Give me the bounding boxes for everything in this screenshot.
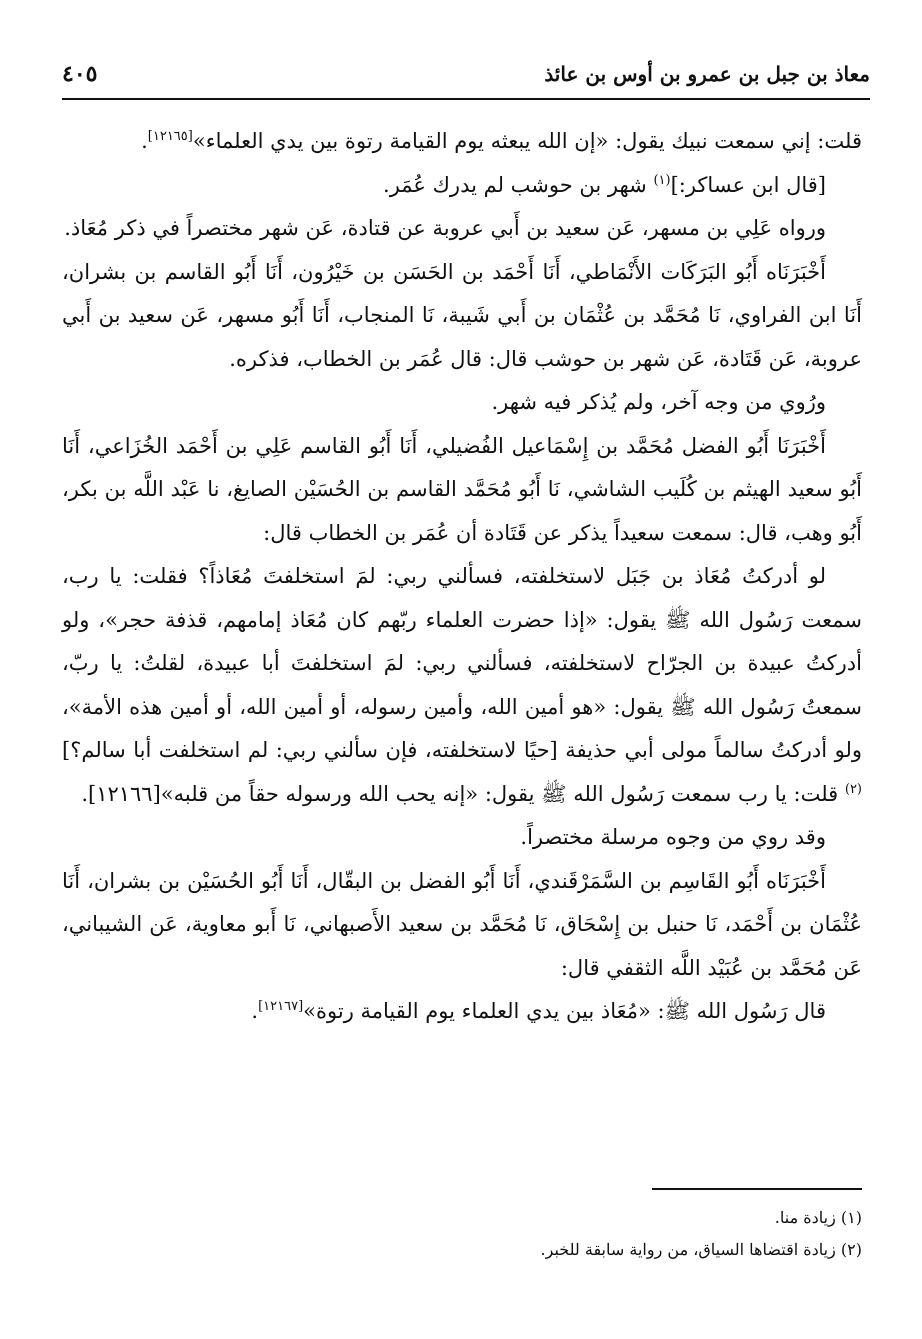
paragraph-9: أَخْبَرَنَاه أَبُو القَاسِم بن السَّمَرْقَندي، أَنَا أَبُو الفضل بن البقّال، أَنَا أَبُو الحُسَيْن بن بشران، أَنَا عُثْمَان بن أَحْمَد، نَا حنبل بن إِسْحَاق، نَا مُحَمَّد بن سعيد الأَصبهاني، نَا أَبو معاوية، عَن الشيباني، عَن مُحَمَّد بن عُبَيْد اللَّه الثقفي قال: bbox=[62, 868, 862, 980]
paragraph-4: أَخْبَرَنَاه أَبُو البَرَكَات الأَنْمَاطي، أَنَا أَحْمَد بن الحَسَن بن خَيْرُون، أَنَا أَبُو القاسم بن بشران، أَنَا ابن الفراوي، نَا مُحَمَّد بن عُثْمَان بن أَبي شَيبة، نَا المنجاب، أَنَا أَبُو مسهر، عَن سعيد بن أَبي عروبة، عَن قَتَادة، عَن شهر بن حوشب قال: قال عُمَر بن الخطاب، فذكره. bbox=[62, 259, 862, 371]
footnote-text: زيادة منا. bbox=[774, 1208, 836, 1227]
paragraph-2: [قال ابن عساكر:]$^{(١)}$ شهر بن حوشب لم يدرك عُمَر. bbox=[383, 172, 826, 197]
paragraph-10: قال رَسُول الله ﷺ: «مُعَاذ بين يدي العلماء يوم القيامة رتوة»[١٢١٦٧]. bbox=[251, 999, 826, 1023]
footnotes bbox=[62, 1202, 862, 1266]
footnote-text: زيادة اقتضاها السياق، من رواية سابقة للخبر. bbox=[540, 1240, 836, 1259]
footnote-mark: (٢) bbox=[840, 1240, 862, 1259]
main-text bbox=[62, 120, 862, 1034]
page-number: ٤٠٥ bbox=[62, 61, 98, 87]
header-rule bbox=[62, 98, 870, 100]
footnote-mark: (١) bbox=[840, 1208, 862, 1227]
footnote-ref: (١) bbox=[653, 172, 671, 188]
running-title: معاذ بن جبل بن عمرو بن أوس بن عائذ bbox=[544, 62, 870, 86]
hadith-ref: [١٢١٦٧] bbox=[258, 999, 304, 1014]
paragraph-3: ورواه عَلِي بن مسهر، عَن سعيد بن أَبي عروبة عن قتادة، عَن شهر مختصراً في ذكر مُعَاذ. bbox=[64, 216, 826, 240]
footnote-rule bbox=[652, 1188, 862, 1190]
page-header bbox=[62, 52, 870, 96]
hadith-ref: [١٢١٦٥] bbox=[147, 129, 193, 144]
footnote-2 bbox=[62, 1234, 862, 1266]
paragraph-5: ورُوي من وجه آخر، ولم يُذكر فيه شهر. bbox=[491, 390, 826, 414]
paragraph-1: قلت: إني سمعت نبيك يقول: «إن الله يبعثه يوم القيامة رتوة بين يدي العلماء»[١٢١٦٥]. bbox=[141, 129, 862, 153]
footnote-1 bbox=[62, 1202, 862, 1234]
paragraph-8: وقد روي من وجوه مرسلة مختصراً. bbox=[520, 825, 826, 849]
paragraph-6: أَخْبَرَنَا أَبُو الفضل مُحَمَّد بن إِسْمَاعيل الفُضيلي، أَنَا أَبُو القاسم عَلِي بن أَحْمَد الخُزَاعي، أَنَا أَبُو سعيد الهيثم بن كُلَيب الشاشي، نَا أَبُو مُحَمَّد القاسم بن الحُسَيْن الصايغ، نا عَبْد اللَّه بن بكر، أَبُو وهب، قال: سمعت سعيداً يذكر عن قَتَادة أن عُمَر بن الخطاب قال: bbox=[62, 433, 862, 545]
footnote-ref: (٢) bbox=[844, 781, 862, 797]
paragraph-7: لو أدركتُ مُعَاذ بن جَبَل لاستخلفته، فسألني ربي: لمَ استخلفتَ مُعَاذاً؟ فقلت: يا رب، سمعت رَسُول الله ﷺ يقول: «إذا حضرت العلماء ربّهم كان مُعَاذ إمامهم، قذفة حجر»، ولو أدركتُ عبيدة بن الجرّاح لاستخلفته، فسألني ربي: لمَ استخلفتَ أبا عبيدة، لقلتُ: يا ربّ، سمعتُ رَسُول الله ﷺ يقول: «هو أمين الله، وأمين رسوله، أو أمين الله، أو أمين هذه الأمة»، ولو أدركتُ سالماً مولى أبي حذيفة [حيًا لاستخلفته، فإن سألني ربي: لم استخلفت أبا سالم؟]$^{(٢)}$ قلت: يا رب سمعت رَسُول الله ﷺ يقول: «إنه يحب الله ورسوله حقاً من قلبه»[١٢١٦٦]. bbox=[62, 564, 862, 806]
